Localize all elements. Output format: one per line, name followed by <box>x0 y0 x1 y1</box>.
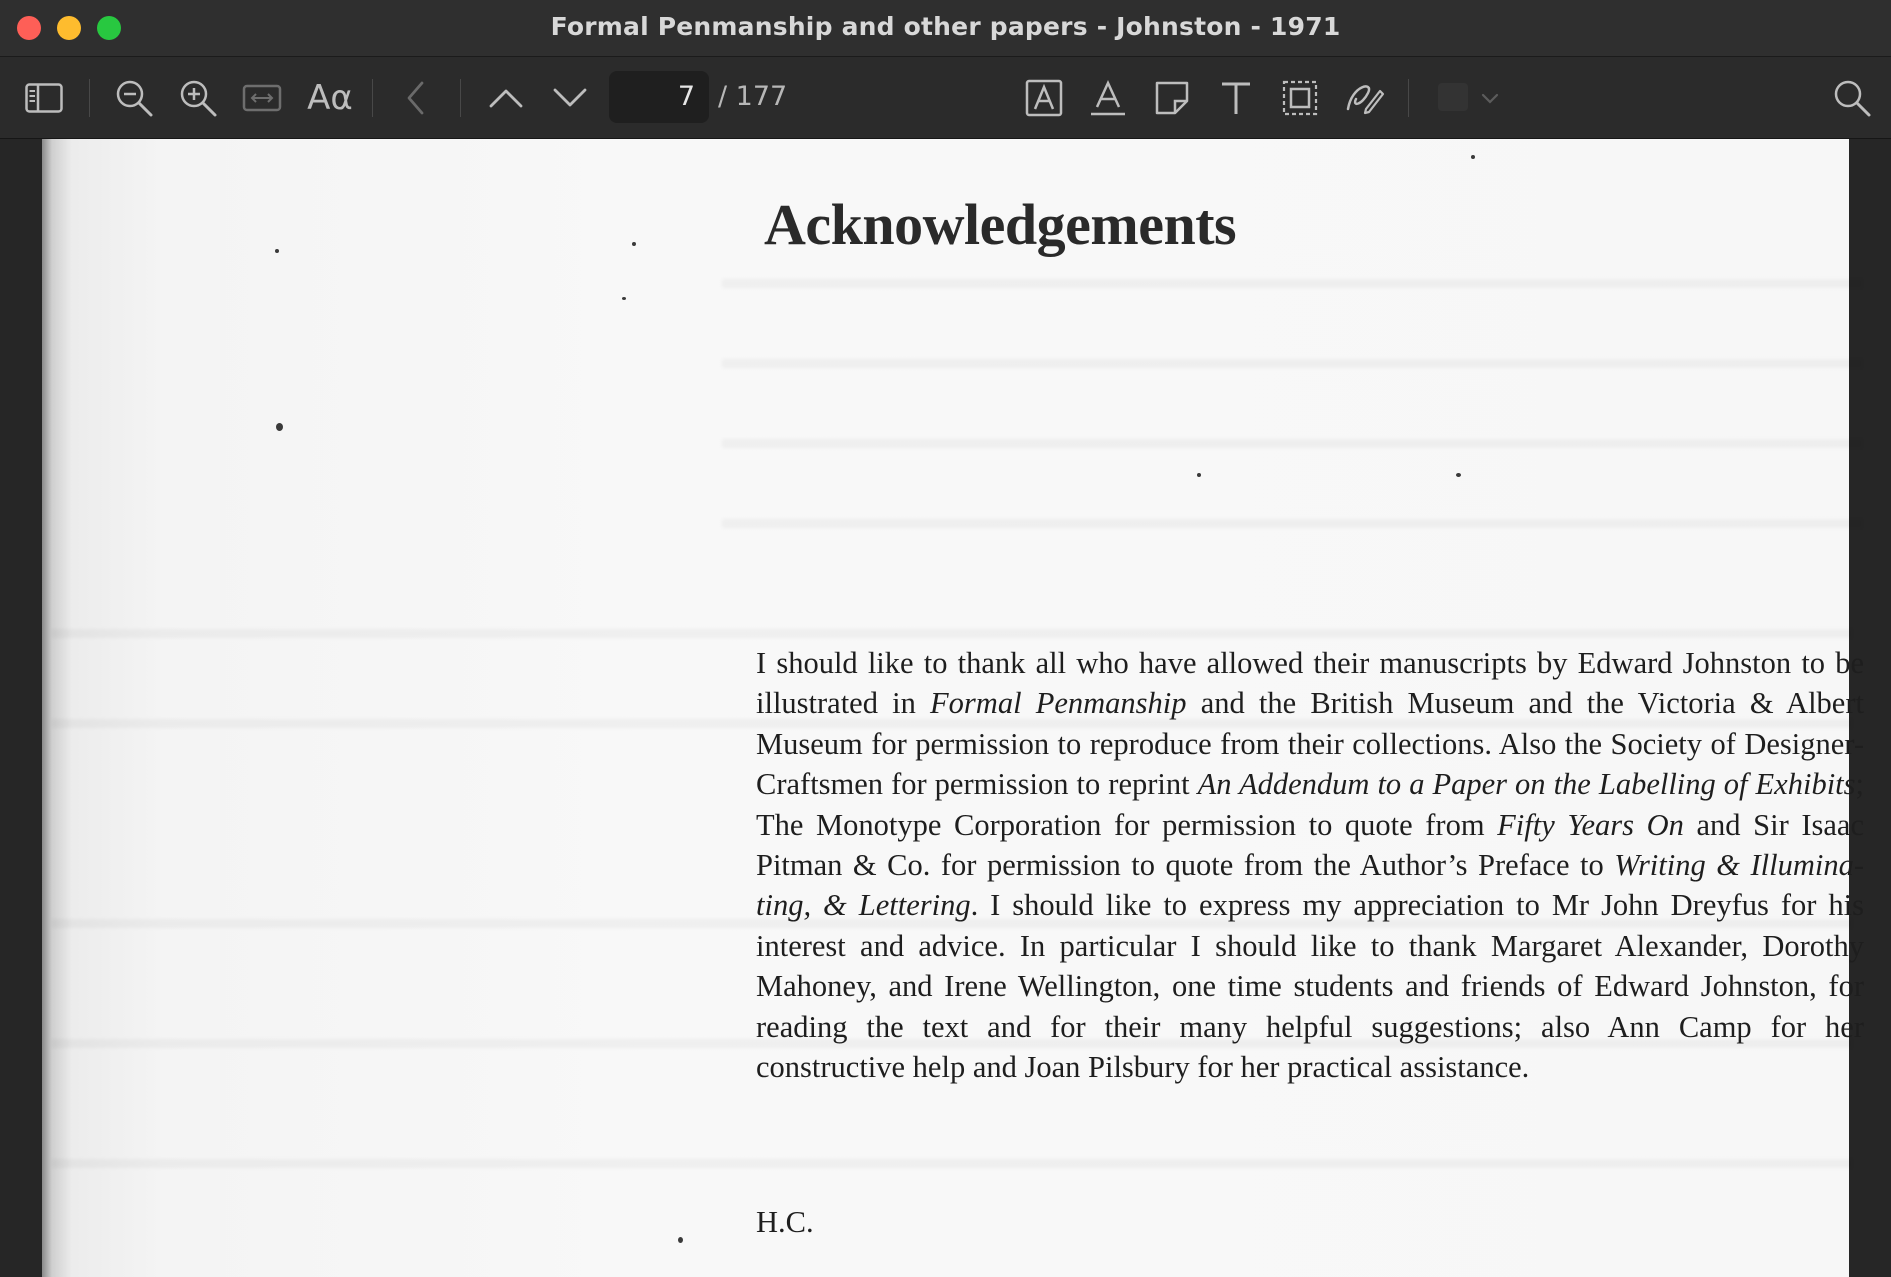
bleed-through-text <box>722 419 1862 459</box>
italic-title-run: Writing & Illuminating, & Lettering <box>756 848 1864 923</box>
chevron-down-icon <box>552 86 588 110</box>
next-page-button[interactable] <box>546 74 594 122</box>
back-button[interactable] <box>392 74 440 122</box>
toolbar-divider <box>89 79 90 117</box>
document-page <box>42 139 1865 1277</box>
text-run: . I should like to express my appreciation to Mr John Dreyfus for his interest and advice. In particular I should like to thank Margaret Alexander, Dorothy Mahoney, and Irene Wellington, one time students and friends of Edward Johnston, for reading the text and for their many helpful suggestions; also Ann Camp for her constructive help and Joan Pilsbury for her practical assistance. <box>756 888 1865 1085</box>
text-run: and the British Museum and the Victoria & Albert Museum for permission to reproduce from their collections. Also the Society of Designer-Craftsmen for permission to reprint <box>756 686 1864 802</box>
sidebar-toggle-icon <box>25 83 63 113</box>
color-menu-button[interactable] <box>1476 74 1504 122</box>
text-run: and Sir Isaac Pitman & Co. for permission to quote from the Author’s Preface to <box>756 807 1864 883</box>
sign-button[interactable] <box>1340 74 1388 122</box>
scan-speck <box>1197 473 1201 477</box>
chevron-down-icon <box>1480 91 1500 105</box>
page-total: / 177 <box>718 81 788 112</box>
window-title: Formal Penmanship and other papers - Johnston - 1971 <box>550 12 1341 41</box>
page-number-input[interactable]: 7 <box>609 71 709 123</box>
text-run: I should like to thank all who have allowed their manuscripts by Edward Johnston to be illustrated in <box>756 646 1864 721</box>
underline-button[interactable] <box>1084 74 1132 122</box>
text-size-label: Aα <box>307 78 353 118</box>
text-tool-button[interactable] <box>1212 74 1260 122</box>
selection-icon <box>1281 79 1319 117</box>
previous-page-button[interactable] <box>482 74 530 122</box>
bleed-through-text <box>722 259 1862 299</box>
acknowledgements-paragraph <box>756 643 1864 1087</box>
page-heading: Acknowledgements <box>764 192 1237 257</box>
signature-icon <box>1344 79 1384 117</box>
title-bar[interactable] <box>0 0 1891 57</box>
zoom-in-button[interactable] <box>174 74 222 122</box>
text-box-icon <box>1025 79 1063 117</box>
fit-width-icon <box>242 83 282 113</box>
toolbar-divider <box>460 79 461 117</box>
sidebar-toggle-button[interactable] <box>20 74 68 122</box>
chevron-up-icon <box>488 86 524 110</box>
zoom-out-button[interactable] <box>110 74 158 122</box>
scan-speck <box>1471 155 1475 159</box>
scan-speck <box>622 297 626 300</box>
toolbar <box>0 57 1891 139</box>
note-button[interactable] <box>1148 74 1196 122</box>
text-box-button[interactable] <box>1020 74 1068 122</box>
color-swatch[interactable] <box>1438 83 1468 111</box>
selection-button[interactable] <box>1276 74 1324 122</box>
bleed-through-text <box>722 499 1862 539</box>
search-button[interactable] <box>1828 74 1876 122</box>
fit-width-button[interactable] <box>238 74 286 122</box>
zoom-in-icon <box>178 78 218 118</box>
italic-title-run: Fifty Years On <box>1497 807 1684 842</box>
underline-icon <box>1089 79 1127 117</box>
scan-speck <box>632 242 636 246</box>
toolbar-divider <box>1408 79 1409 117</box>
chevron-left-icon <box>404 80 428 116</box>
bleed-through-text <box>722 339 1862 379</box>
italic-title-run: An Addendum to a Paper on the Labelling of Exhibits <box>1197 767 1856 802</box>
text-size-button[interactable] <box>302 74 358 122</box>
zoom-out-icon <box>114 78 154 118</box>
italic-title-run: Formal Penmanship <box>930 686 1187 721</box>
document-area[interactable] <box>0 139 1891 1277</box>
scan-speck <box>678 1237 683 1243</box>
scan-speck <box>275 249 279 253</box>
signature-initials: H.C. <box>756 1205 814 1239</box>
text-run: ; The Monotype Corporation for permission to quote from <box>756 767 1864 842</box>
toolbar-divider <box>372 79 373 117</box>
note-icon <box>1153 79 1191 117</box>
text-tool-icon <box>1219 79 1253 117</box>
scan-speck <box>1456 473 1461 477</box>
bleed-through-text <box>52 1139 1852 1179</box>
search-icon <box>1832 78 1872 118</box>
scan-speck <box>276 423 283 431</box>
